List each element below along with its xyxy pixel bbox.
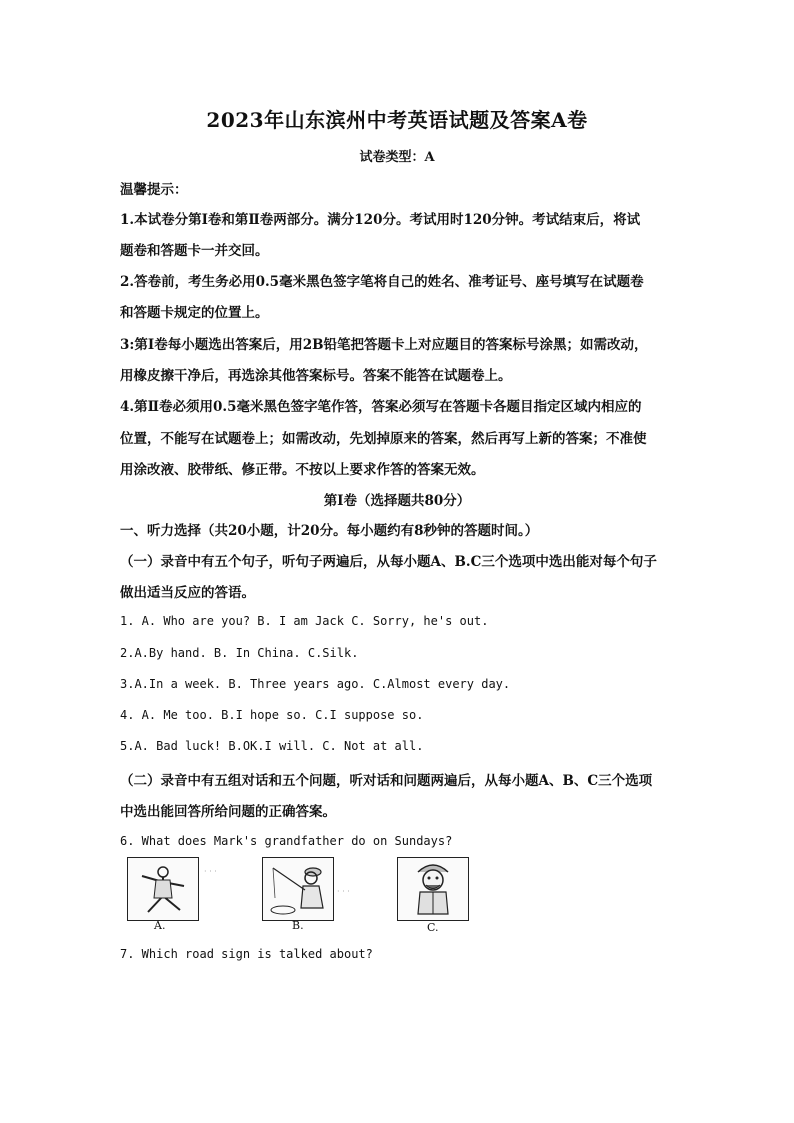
option-a-label: A. [154, 919, 166, 932]
option-c-label: C. [427, 921, 439, 934]
question-4: 4. A. Me too. B.I hope so. C.I suppose so. [120, 708, 424, 722]
fishing-picture [262, 857, 334, 921]
question-6: 6. What does Mark's grandfather do on Sundays? [120, 834, 453, 848]
sub2-instruction: （二）录音中有五组对话和五个问题，听对话和问题两遍后，从每小题A、B、C三个选项 [120, 773, 653, 789]
page-title: 2023年山东滨州中考英语试题及答案A卷 [206, 108, 588, 132]
question-1: 1. A. Who are you? B. I am Jack C. Sorry, he's out. [120, 614, 489, 628]
paper-type: 试卷类型：A [359, 150, 435, 165]
question-2: 2.A.By hand. B. In China. C.Silk. [120, 646, 359, 660]
tips-heading: 温馨提示： [120, 182, 188, 198]
sub2-instruction: 中选出能回答所给问题的正确答案。 [120, 804, 336, 820]
question-3: 3.A.In a week. B. Three years ago. C.Almost every day. [120, 677, 511, 691]
question-7: 7. Which road sign is talked about? [120, 947, 373, 961]
tip-line: 位置，不能写在试题卷上；如需改动，先划掉原来的答案，然后再写上新的答案；不准使 [120, 431, 647, 447]
scan-noise: · · · [204, 867, 217, 876]
tip-line: 2.答卷前，考生务必用0.5毫米黑色签字笔将自己的姓名、准考证号、座号填写在试题卷 [120, 274, 644, 290]
tip-line: 4.第Ⅱ卷必须用0.5毫米黑色签字笔作答，答案必须写在答题卡各题目指定区域内相应的 [120, 399, 642, 415]
sub1-instruction: （一）录音中有五个句子，听句子两遍后，从每小题A、B.C三个选项中选出能对每个句子 [120, 554, 657, 570]
part1-heading: 一、听力选择（共20小题，计20分。每小题约有8秒钟的答题时间。） [120, 523, 539, 539]
sub1-instruction: 做出适当反应的答语。 [120, 585, 255, 601]
section-title: 第Ⅰ卷（选择题共80分） [323, 493, 471, 509]
question-6-pictures [122, 857, 487, 937]
scan-noise: · · · [337, 887, 350, 896]
tip-line: 3:第Ⅰ卷每小题选出答案后，用2B铅笔把答题卡上对应题目的答案标号涂黑；如需改动， [120, 337, 648, 353]
tip-line: 用涂改液、胶带纸、修正带。不按以上要求作答的答案无效。 [120, 462, 485, 478]
tip-line: 题卷和答题卡一并交回。 [120, 243, 269, 259]
option-b-label: B. [292, 919, 304, 932]
tip-line: 用橡皮擦干净后，再选涂其他答案标号。答案不能答在试题卷上。 [120, 368, 512, 384]
question-5: 5.A. Bad luck! B.OK.I will. C. Not at all. [120, 739, 424, 753]
tip-line: 和答题卡规定的位置上。 [120, 305, 269, 321]
taichi-picture [127, 857, 199, 921]
opera-picture [397, 857, 469, 921]
tip-line: 1.本试卷分第Ⅰ卷和第Ⅱ卷两部分。满分120分。考试用时120分钟。考试结束后，将试 [120, 212, 641, 228]
